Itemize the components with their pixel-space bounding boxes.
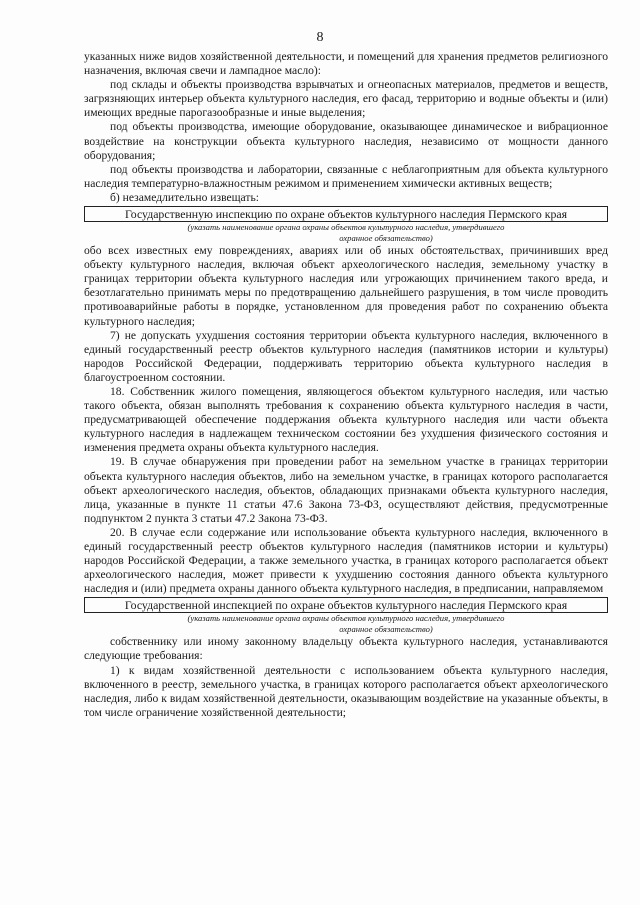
paragraph: 18. Собственник жилого помещения, являющегося объектом культурного наследия, или частью такого объекта, обязан выполнять требования к сохранению объекта культурного наследия в части, предусматривающей обеспечение поддержания объекта культурного наследия или части объекта культурного наследия в надлежащем техническом состоянии без ухудшения физического состояния и изменения предмета охраны объекта культурного наследия. (84, 384, 608, 455)
paragraph: 19. В случае обнаружения при проведении работ на земельном участке в границах территории объекта культурного наследия объектов, либо на земельном участке, в границах которого располагается объект археологического наследия, объектов, обладающих признаками объекта культурного наследия, лица, указанные в пункте 11 статьи 47.6 Закона 73-ФЗ, осуществляют действия, предусмотренные подпунктом 2 пункта 3 статьи 47.2 Закона 73-ФЗ. (84, 455, 608, 525)
page-number: 8 (316, 30, 324, 45)
paragraph: под объекты производства и лаборатории, связанные с неблагоприятным для объекта культурного наследия температурно-влажностным режимом и применением химически активных веществ; (84, 162, 608, 190)
paragraph: под объекты производства, имеющие оборудование, оказывающее динамическое и вибрационное воздействие на конструкции объекта культурного наследия, независимо от мощности данного оборудования; (84, 120, 608, 162)
paragraph: 20. В случае если содержание или использование объекта культурного наследия, включенного в единый государственный реестр объектов культурного наследия (памятников истории и культуры) народов Российской Федерации, а также земельного участка, в границах которого располагается объект археологического наследия, может привести к ухудшению состояния данного объекта культурного наследия и (или) предмета охраны данного объекта культурного наследия, в предписании, направляемом (84, 525, 608, 596)
authority-name-box: Государственной инспекцией по охране объектов культурного наследия Пермского края (84, 597, 608, 613)
authority-note: охранное обязательство) (339, 624, 433, 635)
paragraph: под склады и объекты производства взрывчатых и огнеопасных материалов, предметов и веществ, загрязняющих интерьер объекта культурного наследия, его фасад, территорию и водные объекты и (или) имеющих вредные парогазообразные и иные выделения; (84, 78, 608, 120)
paragraph: обо всех известных ему повреждениях, авариях или об иных обстоятельствах, причинивших вред объекту культурного наследия, включая объект археологического наследия, земельному участку в границах территории объекта культурного наследия или угрожающих причинением такого вреда, и безотлагательно принимать меры по предотвращению дальнейшего разрушения, в том числе проводить противоаварийные работы в порядке, установленном для проведения работ по сохранению объекта культурного наследия; (84, 244, 608, 328)
authority-note: (указать наименование органа охраны объектов культурного наследия, утвердившего (187, 222, 505, 233)
page-body (84, 50, 608, 720)
paragraph: собственнику или иному законному владельцу объекта культурного наследия, устанавливаются следующие требования: (84, 635, 608, 663)
paragraph: 1) к видам хозяйственной деятельности с использованием объекта культурного наследия, включенного в реестр, земельного участка, в границах которого располагается объект археологического наследия, либо к видам хозяйственной деятельности, оказывающим воздействие на указанные объекты, в том числе ограничение хозяйственной деятельности; (84, 663, 608, 719)
authority-note: (указать наименование органа охраны объектов культурного наследия, утвердившего (187, 613, 505, 624)
authority-name-box: Государственную инспекцию по охране объектов культурного наследия Пермского края (84, 206, 608, 222)
paragraph: 7) не допускать ухудшения состояния территории объекта культурного наследия, включенного в единый государственный реестр объектов культурного наследия (памятников истории и культуры) народов Российской Федерации, поддерживать территорию объекта культурного наследия в благоустроенном состоянии. (84, 328, 608, 384)
paragraph: указанных ниже видов хозяйственной деятельности, и помещений для хранения предметов религиозного назначения, включая свечи и лампадное масло): (84, 50, 608, 78)
paragraph: б) незамедлительно извещать: (110, 190, 259, 204)
authority-note: охранное обязательство) (339, 233, 433, 244)
